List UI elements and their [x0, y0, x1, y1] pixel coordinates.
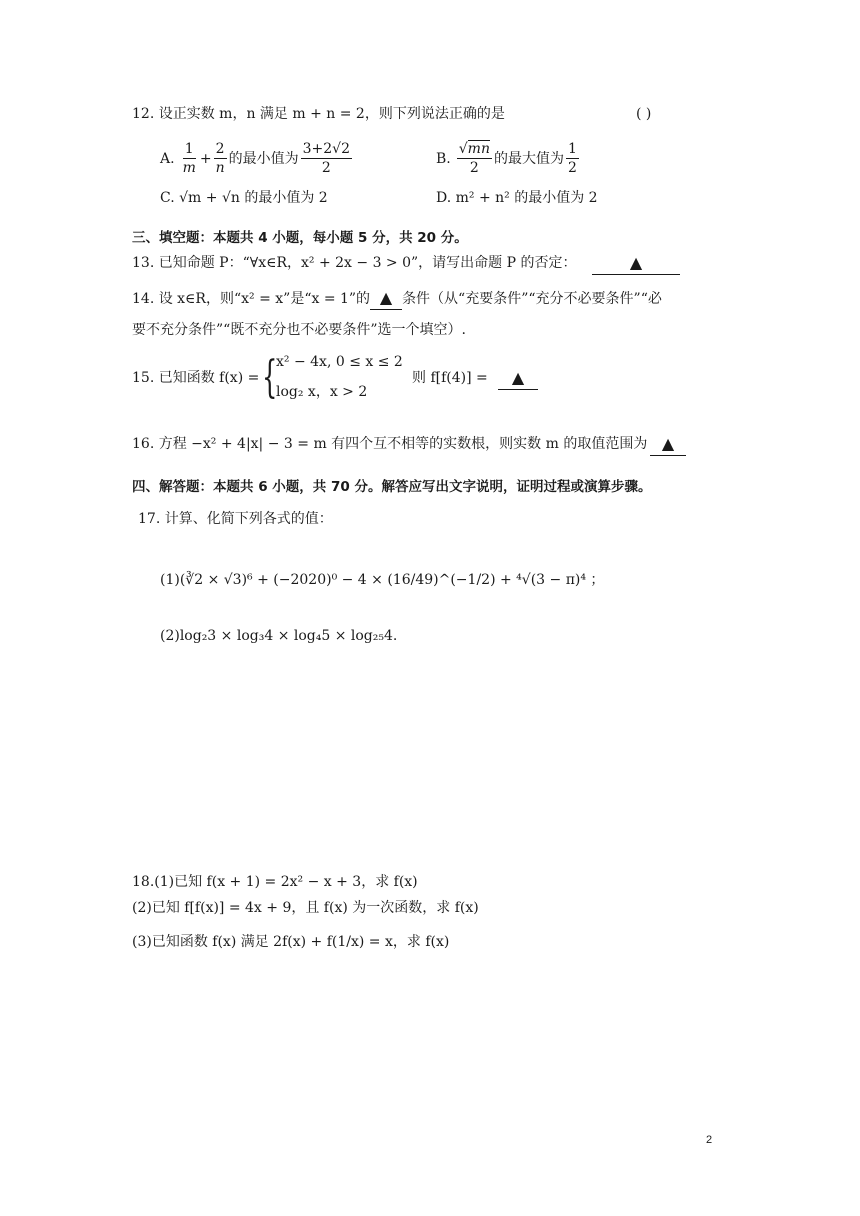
page-number: 2: [706, 1134, 713, 1146]
q15-case-1: x² − 4x, 0 ≤ x ≤ 2: [276, 354, 403, 370]
q17-part-2: (2)log₂3 × log₃4 × log₄5 × log₂₅4.: [160, 628, 398, 644]
frac-one-half: $\frac{1}{2}$: [567, 141, 577, 176]
frac-1-over-m: $\frac{1}{m}$: [182, 141, 196, 176]
q16-blank: [650, 434, 686, 456]
q17-part-1: (1)(∛2 × √3)⁶ + (−2020)⁰ − 4 × (16/49)^(−1/2) + ⁴√(3 − π)⁴ ；: [160, 572, 605, 588]
q14-line1: [132, 288, 662, 310]
option-a-suffix: 的最小值为: [228, 150, 299, 167]
piecewise-brace: {: [262, 352, 278, 403]
q14-line1-b: 条件（从“充要条件”“充分不必要条件”“必: [402, 291, 662, 307]
q15-prefix: 15. 已知函数 f(x) =: [132, 370, 260, 386]
triangle-mark-icon: ▲: [661, 434, 675, 453]
q18-part-1: 18.(1)已知 f(x + 1) = 2x² − x + 3，求 f(x): [132, 874, 418, 890]
q12-option-d: D. m² + n² 的最小值为 2: [436, 190, 598, 206]
q18-part-3: (3)已知函数 f(x) 满足 2f(x) + f(1/x) = x，求 f(x): [132, 934, 450, 950]
q16-text: 16. 方程 −x² + 4|x| − 3 = m 有四个互不相等的实数根，则实数 m 的取值范围为: [132, 436, 648, 452]
frac-sqrt-mn-over-2: $\frac{√mn}{2}$: [458, 141, 490, 176]
option-b-label: B.: [436, 150, 451, 167]
q15-blank: [498, 368, 538, 390]
q17-stem: 17. 计算、化简下列各式的值：: [138, 511, 333, 527]
frac-2-over-n: $\frac{2}{n}$: [215, 141, 225, 176]
triangle-mark-icon: ▲: [379, 288, 393, 307]
q14-line1-a: 14. 设 x∈R，则“x² = x”是“x = 1”的: [132, 291, 371, 307]
triangle-mark-icon: ▲: [511, 368, 525, 387]
q14-line2: 要不充分条件”“既不充分也不必要条件”选一个填空）.: [132, 322, 466, 338]
q13-text: 13. 已知命题 P：“∀x∈R，x² + 2x − 3 > 0”，请写出命题 P 的否定：: [132, 255, 577, 271]
section-3-heading: 三、填空题：本题共 4 小题，每小题 5 分，共 20 分。: [132, 230, 468, 246]
q15-ask: 则 f[f(4)] =: [412, 370, 488, 386]
frac-min-value-a: $\frac{3+2√2}{2}$: [302, 141, 350, 176]
option-a-label: A.: [160, 150, 175, 167]
q13-blank: [592, 253, 680, 275]
triangle-mark-icon: ▲: [629, 253, 643, 272]
q15-case-2: log₂ x，x > 2: [276, 384, 368, 400]
q12-answer-paren: ( ): [636, 106, 652, 122]
q12-option-a: A. $\frac{1}{m}$ + $\frac{2}{n}$ 的最小值为 $\frac{3+2√2}{2}$: [160, 141, 350, 176]
q18-part-2: (2)已知 f[f(x)] = 4x + 9，且 f(x) 为一次函数，求 f(x): [132, 900, 479, 916]
section-4-heading: 四、解答题：本题共 6 小题，共 70 分。解答应写出文字说明，证明过程或演算步骤。: [132, 479, 652, 495]
q14-blank: [370, 288, 402, 310]
q12-stem: 12. 设正实数 m，n 满足 m + n = 2，则下列说法正确的是: [132, 106, 505, 122]
q12-option-c: C. √m + √n 的最小值为 2: [160, 190, 328, 206]
q12-option-b: [436, 140, 581, 177]
option-b-suffix: 的最大值为: [493, 150, 564, 167]
